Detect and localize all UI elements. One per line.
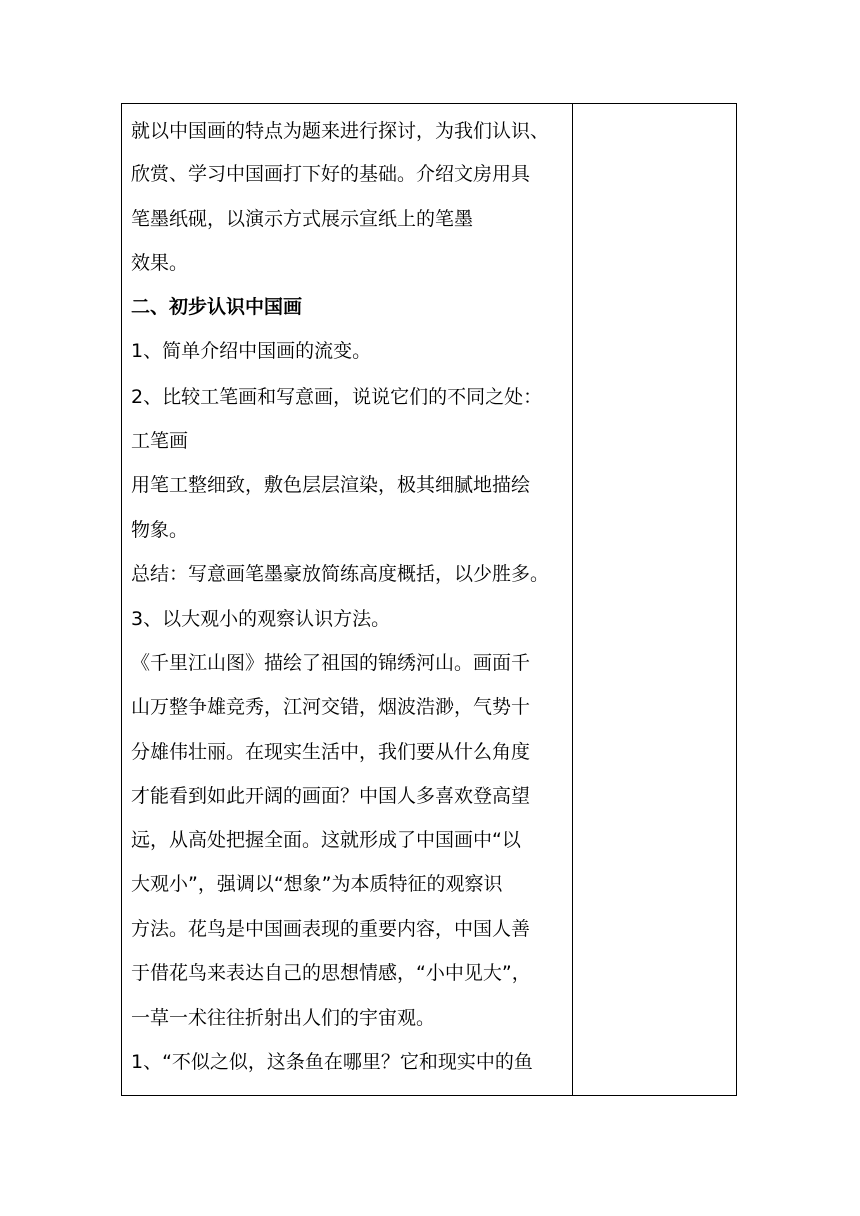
text-line: 欣赏、学习中国画打下好的基础。介绍文房用具 xyxy=(131,163,531,185)
text-line: 1、简单介绍中国画的流变。 xyxy=(131,340,372,362)
content-cell xyxy=(131,104,567,1095)
text-line: 物象。 xyxy=(131,519,189,541)
text-line: 于借花鸟来表达自己的思想情感，“小中见大”， xyxy=(131,962,531,984)
text-line: 3、以大观小的观察认识方法。 xyxy=(131,608,391,630)
text-line: 总结：写意画笔墨豪放简练高度概括，以少胜多。 xyxy=(131,563,550,585)
text-line: 山万整争雄竞秀，江河交错，烟波浩渺，气势十 xyxy=(131,696,531,718)
column-divider xyxy=(572,104,573,1095)
text-line: 才能看到如此开阔的画面？中国人多喜欢登高望 xyxy=(131,785,531,807)
text-line: 用笔工整细致，敷色层层渲染，极其细腻地描绘 xyxy=(131,474,531,496)
text-line: 分雄伟壮丽。在现实生活中，我们要从什么角度 xyxy=(131,741,531,763)
text-line: 就以中国画的特点为题来进行探讨，为我们认识、 xyxy=(131,120,550,142)
text-line: 一草一术往往折射出人们的宇宙观。 xyxy=(131,1007,436,1029)
text-line: 工笔画 xyxy=(131,430,189,452)
text-line: 大观小”，强调以“想象”为本质特征的观察识 xyxy=(131,873,503,895)
text-line: 1、“不似之似，这条鱼在哪里？它和现实中的鱼 xyxy=(131,1051,533,1073)
text-line: 效果。 xyxy=(131,252,189,274)
text-line: 方法。花鸟是中国画表现的重要内容，中国人善 xyxy=(131,918,531,940)
text-line: 远，从高处把握全面。这就形成了中国画中“以 xyxy=(131,829,521,851)
lesson-table xyxy=(121,103,737,1096)
section-heading: 二、初步认识中国画 xyxy=(131,296,303,318)
text-line: 笔墨纸砚，以演示方式展示宣纸上的笔墨 xyxy=(131,208,474,230)
text-line: 《千里江山图》描绘了祖国的锦绣河山。画面千 xyxy=(131,652,531,674)
text-line: 2、比较工笔画和写意画，说说它们的不同之处： xyxy=(131,386,543,408)
